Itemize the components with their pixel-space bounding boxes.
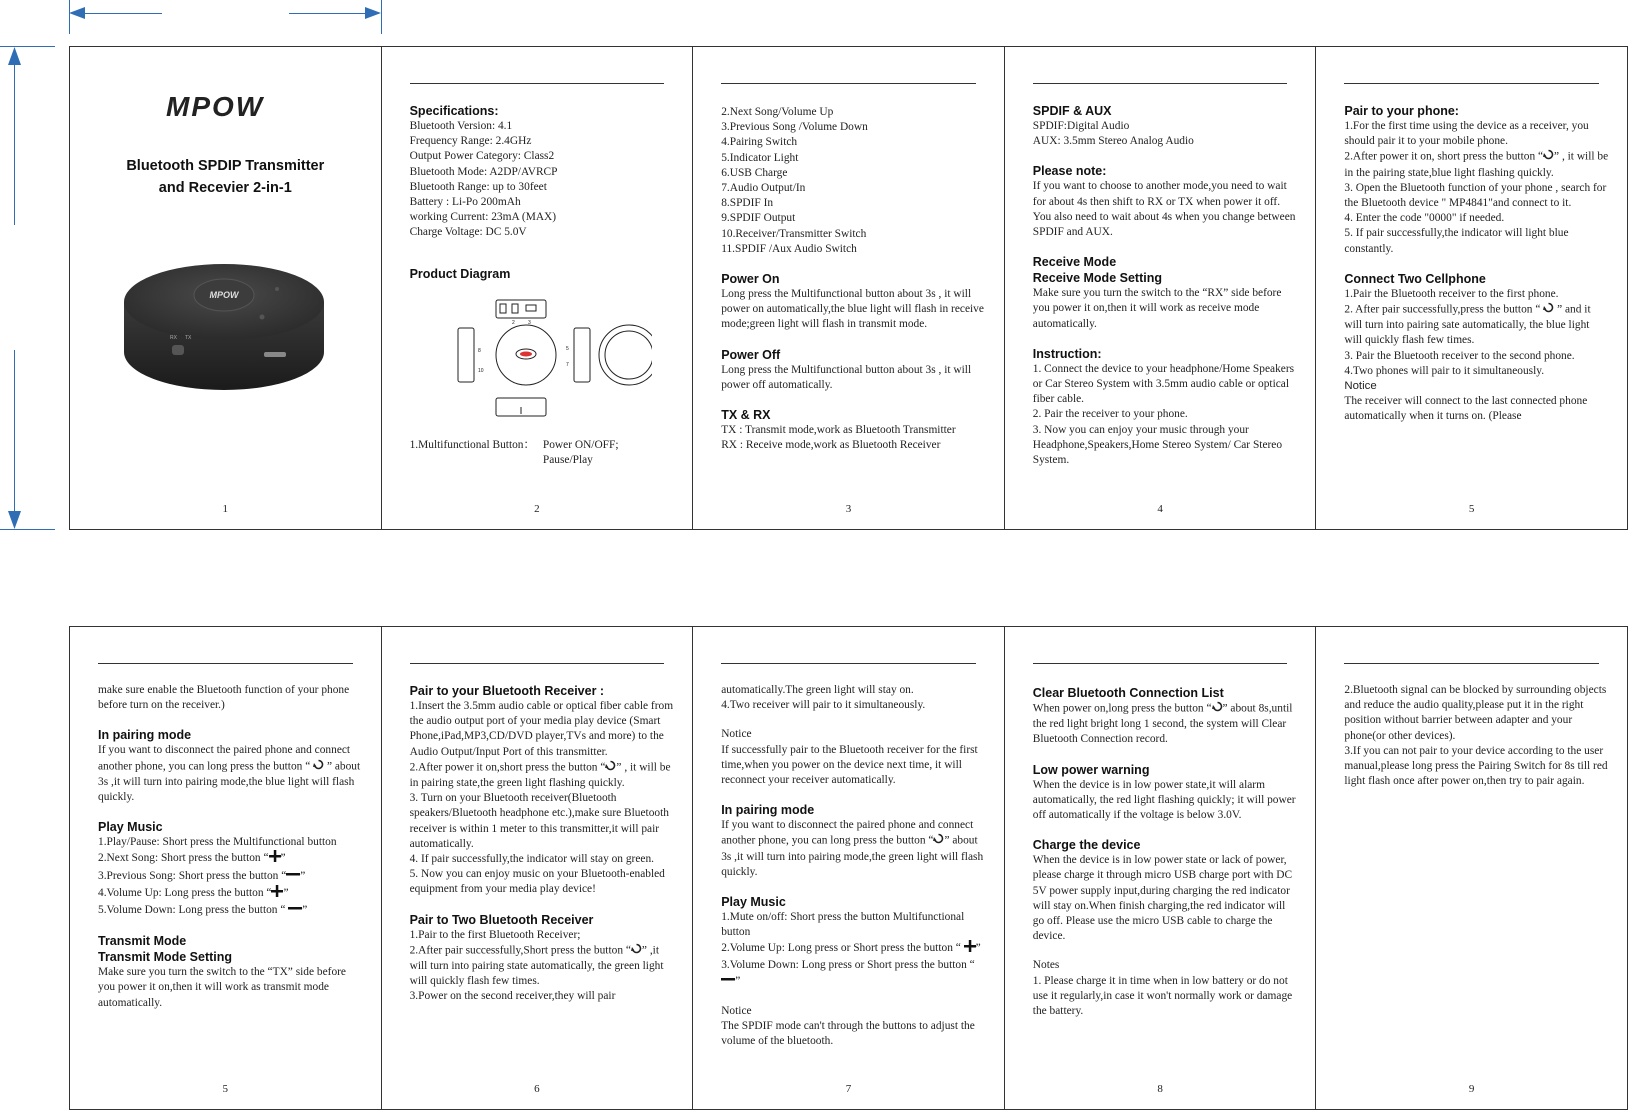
transmit-mode-text: Make sure you turn the switch to the “TX” side before you power it on,then it will work as transmit mode automatically. (98, 966, 346, 1009)
charge-heading: Charge the device (1032, 838, 1141, 853)
notice-text: If successfully pair to the Bluetooth receiver for the first time,when you power on the device next time, it will reconnect your receiver automatically. (721, 743, 978, 787)
pairing-icon (1212, 701, 1223, 717)
pairing-mode-heading: In pairing mode (721, 803, 815, 818)
charge-text: When the device is in low power state or lack of power, please charge it through micro USB charge port with DC 5V power supply input,during charging the red indicator will stay on.When finish charging,the red indicator will go off. Please use the micro USB cable to charge the device. (1032, 854, 1293, 943)
notice-heading: Notice (721, 1005, 752, 1018)
page-number: 6 (534, 1083, 540, 1095)
divider (1344, 663, 1599, 664)
plus-icon (269, 850, 281, 867)
notice-heading: Notice (1344, 380, 1377, 393)
diagram-list-item: 3.Previous Song /Volume Down (721, 121, 868, 134)
instruction-step: 3. Now you can enjoy your music through your Headphone,Speakers,Home Stereo System/ Car Stereo System. (1032, 423, 1283, 467)
manual-sheet-front (69, 46, 1628, 530)
pair-step: 2.After power it on, short press the button “ ” , it will be in the pairing state,blue light flashing quickly. (1344, 151, 1609, 179)
page-number: 5 (222, 1083, 229, 1095)
pair-step: 1.Insert the 3.5mm audio cable or optical fiber cable from the audio output port of your media play device (Smart Phone,iPad,MP3,CD/DVD player,TVs and more) to the Audio Output/Input Port of this transmitter. (409, 700, 674, 758)
note-text: You also need to wait about 4s when you change between SPDIF and AUX. (1032, 210, 1296, 239)
divider (410, 663, 665, 664)
play-step: 1.Play/Pause: Short press the Multifunctional button (98, 836, 337, 849)
diagram-list-item: 11.SPDIF /Aux Audio Switch (721, 242, 857, 255)
device-photo (122, 257, 327, 402)
two-receiver-step: 3.Power on the second receiver,they will pair (409, 990, 616, 1003)
instruction-step: 1. Connect the device to your headphone/Home Speakers or Car Stereo System with 3.5mm audio cable or optical fiber cable. (1032, 362, 1295, 406)
power-on-heading: Power On (721, 272, 780, 287)
pairing-mode-text: If you want to disconnect the paired phone and connect another phone, you can long press the button “ ” about 3s ,it will turn into pairing mode,the blue light will flash quickly. (98, 744, 361, 804)
diagram-caption-text: Pause/Play (542, 454, 593, 467)
spec-item: Frequency Range: 2.4GHz (409, 135, 532, 148)
pairing-icon (605, 760, 616, 776)
spdif-text: SPDIF:Digital Audio (1032, 120, 1130, 132)
two-receiver-step: 2.After pair successfully,Short press the button “ ” ,it will turn into pairing state automatically, the green light will quickly flash few times. (409, 944, 664, 988)
aux-text: AUX: 3.5mm Stereo Analog Audio (1032, 135, 1194, 148)
plus-icon (271, 885, 283, 902)
page-number: 7 (845, 1083, 852, 1095)
pair-receiver-heading: Pair to your Bluetooth Receiver : (409, 684, 605, 698)
spec-heading: Specifications: (409, 104, 499, 118)
notes-item: 3.If you can not pair to your device according to the user manual,please long press the Pairing Switch for 8s till red light flash once after power on,then try to pair again. (1344, 744, 1608, 788)
tx-text: TX : Transmit mode,work as Bluetooth Transmitter (721, 424, 956, 437)
power-on-text: Long press the Multifunctional button about 3s , it will power on automatically,the blue light will flash in receive mode;green light will flash in transmit mode. (721, 288, 984, 331)
minus-icon (721, 973, 735, 990)
minus-icon (286, 868, 300, 885)
panel-receive-mode (1004, 47, 1316, 529)
play-step: 3.Previous Song: Short press the button “ ” (98, 868, 363, 885)
minus-icon (288, 902, 302, 919)
svg-text:RX: RX (170, 335, 177, 341)
panel-notes (1315, 627, 1627, 1109)
page-number: 5 (1468, 503, 1475, 515)
notes-item: 2.Bluetooth signal can be blocked by surrounding objects and reduce the audio quality,please put it in the right position without barrier between adapter and your phone(or other devices). (1344, 684, 1607, 742)
svg-text:10: 10 (477, 367, 484, 374)
diagram-caption-text: Power ON/OFF; (542, 438, 619, 451)
page-number: 4 (1157, 503, 1163, 515)
divider (1033, 663, 1288, 664)
pair-step: 4. Enter the code "0000" if needed. (1344, 212, 1505, 225)
instruction-step: 2. Pair the receiver to your phone. (1032, 408, 1188, 421)
spec-item: Bluetooth Range: up to 30feet (409, 180, 547, 193)
diagram-list-item: 10.Receiver/Transmitter Switch (721, 227, 867, 240)
pair-step: 4. If pair successfully,the indicator will stay on green. (409, 853, 654, 866)
panel-pair-phone (1315, 47, 1627, 529)
intro-text: automatically.The green light will stay on. (721, 684, 914, 696)
diagram-list-item: 9.SPDIF Output (721, 212, 796, 225)
play-step: 4.Volume Up: Long press the button “ ” (98, 885, 363, 902)
pairing-icon (631, 943, 642, 959)
notice-text: The SPDIF mode can't through the buttons to adjust the volume of the bluetooth. (721, 1020, 975, 1048)
pair-step: 5. Now you can enjoy music on your Bluetooth-enabled equipment from your media play device! (409, 868, 665, 896)
diagram-caption-label: 1.Multifunctional Button： (409, 438, 535, 451)
two-receiver-step: 1.Pair to the first Bluetooth Receiver; (409, 928, 581, 941)
play-music-heading: Play Music (98, 820, 163, 835)
low-power-text: When the device is in low power state,it will alarm automatically, the red light flashing quickly; it will power off automatically if the voltage is below 3.0V. (1032, 778, 1296, 822)
pair-phone-heading: Pair to your phone: (1344, 104, 1459, 118)
panel-power (692, 47, 1004, 529)
manual-sheet-back (69, 626, 1628, 1110)
intro-text: make sure enable the Bluetooth function of your phone before turn on the receiver.) (98, 684, 350, 712)
pair-step: 1.For the first time using the device as a receiver, you should pair it to your mobile phone. (1344, 120, 1589, 148)
page-number: 1 (222, 503, 229, 515)
note-text: If you want to choose to another mode,you need to wait for about 4s then shift to RX or TX when power it off. (1032, 180, 1287, 208)
svg-text:2: 2 (511, 319, 515, 326)
spec-item: Output Power Category: Class2 (409, 150, 555, 163)
diagram-list-item: 2.Next Song/Volume Up (721, 106, 834, 118)
diagram-list-item: 5.Indicator Light (721, 151, 799, 164)
spec-item: Bluetooth Mode: A2DP/AVRCP (409, 165, 558, 178)
svg-text:TX: TX (185, 335, 192, 341)
page-number: 3 (845, 503, 852, 515)
play-step: 3.Volume Down: Long press or Short press the button “ ” (721, 958, 986, 990)
panel-charging (1004, 627, 1316, 1109)
two-phone-step: 1.Pair the Bluetooth receiver to the first phone. (1344, 287, 1559, 300)
plus-icon (964, 940, 976, 957)
pair-step: 3. Turn on your Bluetooth receiver(Bluetooth speakers/Bluetooth headphone etc.),make sure Bluetooth receiver is within 1 meter to this transmitter,it will pair automatically. (409, 792, 669, 850)
svg-text:MPOW: MPOW (209, 290, 239, 300)
page-number: 9 (1468, 1083, 1475, 1095)
low-power-heading: Low power warning (1032, 762, 1150, 777)
receive-mode-subheading: Receive Mode Setting (1032, 271, 1162, 286)
play-step: 5.Volume Down: Long press the button “ ” (98, 902, 363, 919)
two-phone-step: 3. Pair the Bluetooth receiver to the second phone. (1344, 349, 1575, 362)
pairing-mode-heading: In pairing mode (98, 728, 192, 743)
notes-heading: Notes (1032, 959, 1060, 972)
spec-item: working Current: 23mA (MAX) (409, 211, 557, 224)
brand-logo: MPOW (166, 91, 265, 122)
pairing-icon (1543, 149, 1554, 165)
cover-title: Bluetooth SPDIP Transmitter and Recevier 2-in-1 (126, 158, 325, 196)
two-receiver-heading: Pair to Two Bluetooth Receiver (409, 912, 594, 927)
note-heading: Please note: (1032, 164, 1107, 179)
divider (1033, 83, 1288, 84)
play-step: 1.Mute on/off: Short press the button Multifunctional button (721, 911, 965, 939)
product-diagram (432, 292, 675, 432)
divider (1344, 83, 1599, 84)
power-off-heading: Power Off (721, 347, 781, 362)
two-phone-step: 2. After pair successfully,press the button “ ” and it will turn into pairing sate automatically, the blue light will quickly flash few times. (1344, 303, 1591, 347)
spec-item: Battery : Li-Po 200mAh (409, 196, 521, 209)
receive-mode-heading: Receive Mode (1032, 255, 1117, 270)
panel-specifications (381, 47, 693, 529)
notes-text: 1. Please charge it in time when in low battery or do not use it regularly,in case it won't normally work or damage the battery. (1032, 974, 1293, 1018)
spec-item: Bluetooth Version: 4.1 (409, 120, 513, 132)
intro-text: 4.Two receiver will pair to it simultaneously. (721, 699, 926, 712)
pair-step: 5. If pair successfully,the indicator will light blue constantly. (1344, 227, 1569, 255)
diagram-list-item: 7.Audio Output/In (721, 182, 806, 195)
spdif-heading: SPDIF & AUX (1032, 104, 1112, 118)
cover-panel (70, 47, 381, 529)
diagram-list-item: 4.Pairing Switch (721, 136, 798, 149)
pair-step: 2.After power it on,short press the button “ ” , it will be in pairing state,the green light flashing quickly. (409, 761, 671, 790)
diagram-heading: Product Diagram (409, 266, 511, 281)
transmit-mode-subheading: Transmit Mode Setting (98, 950, 233, 965)
two-phone-step: 4.Two phones will pair to it simultaneously. (1344, 364, 1545, 377)
divider (98, 663, 353, 664)
notice-heading: Notice (721, 728, 752, 741)
panel-play-music (70, 627, 381, 1109)
divider (410, 83, 665, 84)
power-off-text: Long press the Multifunctional button about 3s , it will power off automatically. (721, 363, 972, 391)
pairing-icon (313, 759, 324, 775)
svg-text:5: 5 (565, 345, 569, 352)
play-step: 2.Volume Up: Long press or Short press the button “ ” (721, 940, 986, 957)
receive-mode-text: Make sure you turn the switch to the “RX” side before you power it on,then it will work as receive mode automatically. (1032, 287, 1282, 330)
notice-text: The receiver will connect to the last connected phone automatically when it turns on. (Please (1344, 395, 1588, 423)
clear-list-heading: Clear Bluetooth Connection List (1032, 686, 1224, 700)
clear-list-text: When power on,long press the button “ ” about 8s,until the red light bright long 1 second, the system will Clear Bluetooth Connection record. (1032, 702, 1293, 746)
divider (721, 83, 976, 84)
page-number: 8 (1157, 1083, 1163, 1095)
transmit-mode-heading: Transmit Mode (98, 934, 187, 949)
two-cellphone-heading: Connect Two Cellphone (1344, 271, 1486, 286)
pairing-mode-text: If you want to disconnect the paired phone and connect another phone, you can long press the button “ ” about 3s ,it will turn into pairing mode,the green light will flash quickly. (721, 819, 984, 878)
page-number: 2 (534, 503, 540, 515)
spec-item: Charge Voltage: DC 5.0V (409, 226, 527, 239)
divider (721, 663, 976, 664)
rx-text: RX : Receive mode,work as Bluetooth Receiver (721, 439, 941, 452)
play-step: 2.Next Song: Short press the button “ ” (98, 850, 363, 867)
svg-text:7: 7 (565, 361, 569, 368)
svg-text:3: 3 (527, 319, 531, 326)
instruction-heading: Instruction: (1032, 346, 1102, 361)
pairing-icon (1543, 302, 1554, 318)
pair-step: 3. Open the Bluetooth function of your phone , search for the Bluetooth device " MP4841"and connect to it. (1344, 181, 1607, 210)
pairing-icon (933, 833, 944, 849)
diagram-list-item: 8.SPDIF In (721, 197, 774, 210)
svg-text:8: 8 (477, 347, 481, 354)
txrx-heading: TX & RX (721, 408, 771, 423)
panel-transmitter-play (692, 627, 1004, 1109)
diagram-list-item: 6.USB Charge (721, 166, 788, 179)
panel-pair-receiver (381, 627, 693, 1109)
play-music-heading: Play Music (721, 895, 786, 910)
